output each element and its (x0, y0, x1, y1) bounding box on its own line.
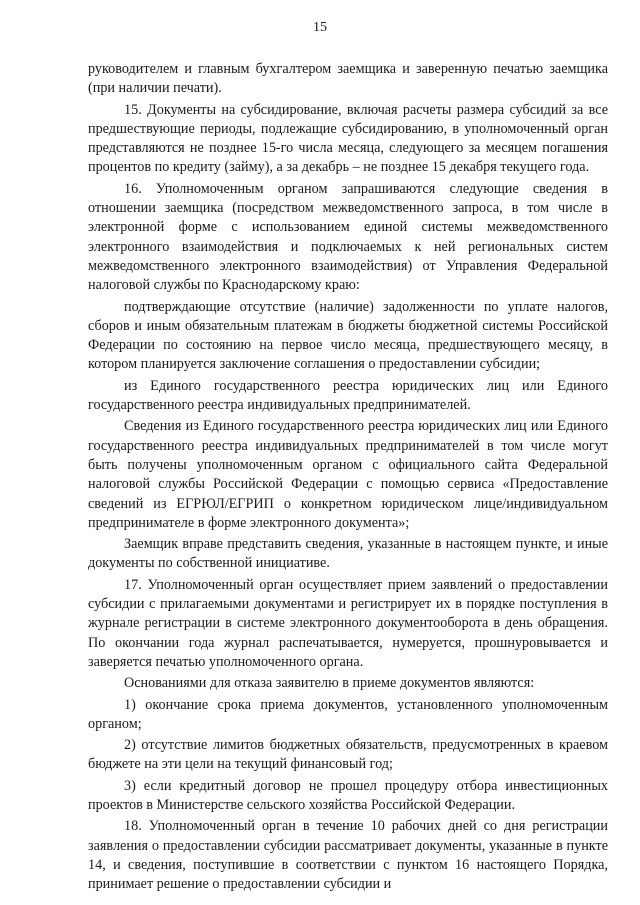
paragraph: 3) если кредитный договор не прошел процедуру отбора инвестиционных проектов в Министерстве сельского хозяйства Российской Федерации. (88, 777, 608, 813)
paragraph: Сведения из Единого государственного реестра юридических лиц или Единого государственного реестра индивидуальных предпринимателей в том числе могут быть получены уполномоченным органом с официального сайта Федеральной налоговой службы Российской Федерации с помощью сервиса «Предоставление сведений из ЕГРЮЛ/ЕГРИП о конкретном юридическом лице/индивидуальном предпринимателе в форме электронного документа»; (88, 418, 608, 531)
paragraph: 17. Уполномоченный орган осуществляет прием заявлений о предоставлении субсидии с прилагаемыми документами и регистрирует их в порядке поступления в журнале регистрации в системе электронного документооборота в день обращения. По окончании года журнал распечатывается, нумеруется, прошнуровывается и заверяется печатью уполномоченного органа. (88, 576, 608, 670)
paragraph: из Единого государственного реестра юридических лиц или Единого государственного реестра индивидуальных предпринимателей. (88, 377, 608, 414)
paragraph: руководителем и главным бухгалтером заемщика и заверенную печатью заемщика (при наличии печати). (88, 61, 608, 97)
paragraph: Основаниями для отказа заявителю в приеме документов являются: (124, 675, 535, 692)
paragraph: 18. Уполномоченный орган в течение 10 рабочих дней со дня регистрации заявления о предоставлении субсидии рассматривает документы, указанные в пункте 14, и сведения, поступившие в соответствии с пунктом 16 настоящего Порядка, принимает решение о предоставлении субсидии и (88, 818, 608, 893)
paragraph: 2) отсутствие лимитов бюджетных обязательств, предусмотренных в краевом бюджете на эти цели на текущий финансовый год; (88, 737, 608, 773)
paragraph: 16. Уполномоченным органом запрашиваются следующие сведения в отношении заемщика (посредством межведомственного запроса, в том числе в электронной форме с использованием единой системы межведомственного электронного взаимодействия и подключаемых к ней региональных систем межведомственного электронного взаимодействия) от Управления Федеральной налоговой службы по Краснодарскому краю: (88, 180, 608, 294)
paragraph: подтверждающие отсутствие (наличие) задолженности по уплате налогов, сборов и иным обязательным платежам в бюджеты бюджетной системы Российской Федерации по состоянию на первое число месяца, предшествующего месяцу, в котором планируется заключение соглашения о предоставлении субсидии; (88, 298, 608, 373)
paragraph: 1) окончание срока приема документов, установленного уполномоченным органом; (88, 696, 608, 732)
paragraph: Заемщик вправе представить сведения, указанные в настоящем пункте, и иные документы по собственной инициативе. (88, 536, 608, 572)
paragraph: 15. Документы на субсидирование, включая расчеты размера субсидий за все предшествующие периоды, подлежащие субсидированию, в уполномоченный орган представляются не позднее 15-го числа месяца, следующего за месяцем погашения процентов по кредиту (займу), а за декабрь – не позднее 15 декабря текущего года. (88, 101, 608, 176)
page-number: 15 (313, 20, 327, 35)
document-body (88, 60, 608, 894)
